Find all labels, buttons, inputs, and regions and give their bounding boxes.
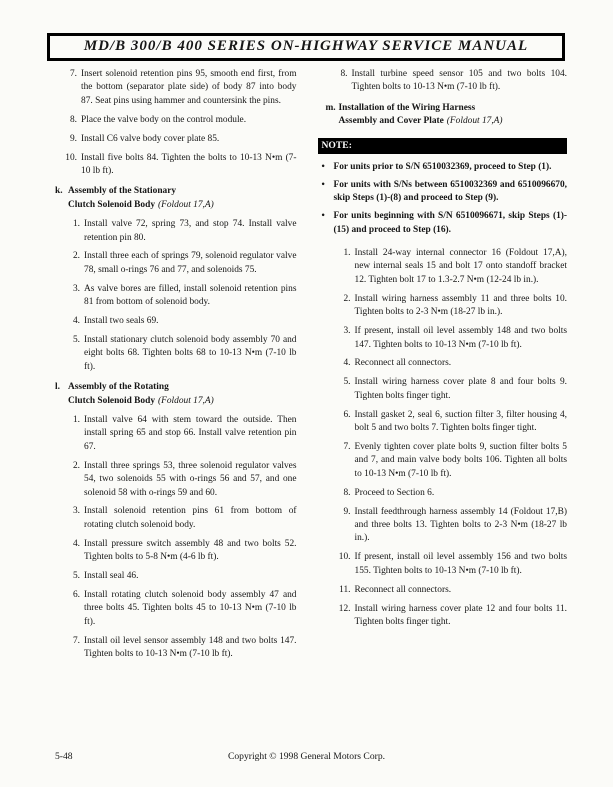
step-text: If present, install oil level assembly 156 and two bolts 155. Tighten bolts to 10-13 N•m (7-10 lb ft). xyxy=(354,552,567,576)
step-number: 10. xyxy=(65,152,77,163)
step-text: Install solenoid retention pins 61 from bottom of rotating clutch solenoid body. xyxy=(84,506,297,530)
step-text: Place the valve body on the control module. xyxy=(81,114,247,125)
step-text: Install oil level sensor assembly 148 and two bolts 147. Tighten bolts to 10-13 N•m (7-10 lb ft). xyxy=(84,635,297,660)
step-text: Install feedthrough harness assembly 14 (Foldout 17,B) and three bolts 13. Tighten bolts to 2-3 N•m (18-27 lb in.). xyxy=(354,506,567,544)
section-heading-k xyxy=(47,185,297,212)
step-text: Install seal 46. xyxy=(84,571,139,582)
left-column xyxy=(47,68,297,667)
note-bullet xyxy=(318,210,568,237)
step-item xyxy=(318,376,568,403)
step-number: 9. xyxy=(343,506,351,517)
step-item xyxy=(318,68,568,95)
step-item xyxy=(318,551,568,578)
step-text: Install turbine speed sensor 105 and two bolts 104. Tighten bolts to 10-13 N•m (7-10 lb ft). xyxy=(351,69,567,93)
step-number: 5. xyxy=(343,377,351,388)
step-number: 2. xyxy=(72,251,80,262)
section-title-line2: Clutch Solenoid Body xyxy=(68,199,156,210)
step-item xyxy=(47,505,297,532)
page-content xyxy=(47,68,567,667)
page-number: 5-48 xyxy=(55,751,73,762)
step-text: Install stationary clutch solenoid body assembly 70 and eight bolts 68. Tighten bolts 68 to 10-13 N•m (7-10 lb ft). xyxy=(84,335,297,372)
bullet-text: For units beginning with S/N 6510096671, skip Steps (1)-(15) and proceed to Step (16). xyxy=(333,211,567,235)
step-number: 7. xyxy=(72,635,80,646)
step-item xyxy=(318,409,568,436)
step-number: 3. xyxy=(343,326,351,337)
section-title xyxy=(68,381,297,408)
step-item xyxy=(318,357,568,370)
manual-title: MD/B 300/B 400 SERIES ON-HIGHWAY SERVICE MANUAL xyxy=(83,38,529,54)
step-item xyxy=(318,325,568,352)
note-bullet xyxy=(318,179,568,206)
step-number: 3. xyxy=(72,283,80,294)
step-text: As valve bores are filled, install solenoid retention pins 81 from bottom of solenoid body. xyxy=(84,283,297,308)
note-label: NOTE: xyxy=(321,139,352,151)
section-m-steps xyxy=(318,247,568,629)
step-number: 4. xyxy=(343,358,351,369)
step-item xyxy=(47,218,297,245)
step-text: If present, install oil level assembly 148 and two bolts 147. Tighten bolts to 10-13 N•m (7-10 lb ft). xyxy=(354,326,567,350)
section-letter: l. xyxy=(55,382,60,393)
step-number: 6. xyxy=(72,590,80,600)
step-number: 8. xyxy=(69,114,77,125)
step-number: 7. xyxy=(343,441,351,452)
step-text: Install pressure switch assembly 48 and two bolts 52. Tighten bolts to 5-8 N•m (4-6 lb ft). xyxy=(84,538,297,563)
step-text: Install three each of springs 79, solenoid regulator valve 78, small o-rings 76 and 77, and solenoids 75. xyxy=(84,251,297,275)
step-item xyxy=(47,68,297,108)
step-number: 2. xyxy=(72,460,80,471)
step-number: 1. xyxy=(343,248,351,259)
page-footer xyxy=(47,751,566,762)
step-number: 9. xyxy=(69,133,77,144)
step-number: 11. xyxy=(339,584,351,595)
step-item xyxy=(47,635,297,662)
step-text: Install rotating clutch solenoid body assembly 47 and three bolts 45. Tighten bolts 45 to 10-13 N•m (7-10 lb ft). xyxy=(84,590,297,627)
step-item xyxy=(318,247,568,287)
bullet-icon: • xyxy=(321,179,325,190)
step-text: Install two seals 69. xyxy=(84,316,159,327)
section-title-line1: Installation of the Wiring Harness xyxy=(338,102,476,113)
section-letter: k. xyxy=(55,186,63,197)
step-item xyxy=(47,315,297,328)
step-number: 4. xyxy=(72,316,80,327)
section-title-line1: Assembly of the Rotating xyxy=(68,382,169,393)
foldout-reference: (Foldout 17,A) xyxy=(158,395,214,406)
step-item xyxy=(318,293,568,320)
step-number: 2. xyxy=(343,293,351,304)
step-number: 1. xyxy=(72,415,80,426)
section-title xyxy=(339,102,568,129)
step-item xyxy=(47,114,297,127)
step-text: Install wiring harness cover plate 8 and four bolts 9. Tighten bolts finger tight. xyxy=(354,377,567,401)
step-text: Insert solenoid retention pins 95, smooth end first, from the bottom (separator plate side) of body 87 into body 87. Seat pins using hammer and countersink the pins. xyxy=(81,69,297,106)
section-heading-m xyxy=(318,102,568,129)
step-item xyxy=(47,250,297,277)
step-item xyxy=(47,538,297,565)
bullet-text: For units with S/Ns between 6510032369 and 6510096670, skip Steps (1)-(8) and proceed to Step (9). xyxy=(333,179,567,204)
step-text: Install three springs 53, three solenoid regulator valves 54, two solenoids 55 with o-rings 56 and 57, and one solenoid 58 with o-rings 59 and 60. xyxy=(84,460,297,498)
note-bullet xyxy=(318,161,568,174)
page-header-banner xyxy=(47,33,565,61)
step-text: Proceed to Section 6. xyxy=(354,487,435,498)
copyright-text: Copyright © 1998 General Motors Corp. xyxy=(227,751,386,762)
note-bullets xyxy=(318,161,568,237)
step-text: Install valve 64 with stem toward the outside. Then install spring 65 and stop 66. Install valve retention pin 67. xyxy=(84,415,297,452)
step-number: 4. xyxy=(72,538,80,549)
step-number: 8. xyxy=(343,487,351,498)
step-text: Install C6 valve body cover plate 85. xyxy=(81,133,220,144)
step-number: 5. xyxy=(72,571,80,582)
step-text: Reconnect all connectors. xyxy=(354,358,452,369)
bullet-text: For units prior to S/N 6510032369, proceed to Step (1). xyxy=(333,162,552,173)
right-column xyxy=(318,68,568,667)
step-text: Evenly tighten cover plate bolts 9, suction filter bolts 5 and 7, and main valve body bolts 106. Tighten all bolts to 10-13 N•m (7-10 lb ft). xyxy=(354,441,567,479)
step-item xyxy=(318,584,568,597)
step-item xyxy=(318,506,568,546)
step-number: 3. xyxy=(72,506,80,517)
step-item xyxy=(47,570,297,583)
foldout-reference: (Foldout 17,A) xyxy=(446,116,503,127)
step-item xyxy=(47,152,297,179)
section-title-line2: Assembly and Cover Plate xyxy=(338,116,444,127)
bullet-icon: • xyxy=(321,211,325,222)
step-number: 10. xyxy=(338,552,351,563)
step-text: Install 24-way internal connector 16 (Foldout 17,A), new internal seals 15 and bolt 17 onto standoff bracket 12. Tighten bolt 17 to 1.3-2.7 N•m (12-24 lb in.). xyxy=(354,248,567,285)
step-text: Reconnect all connectors. xyxy=(354,584,452,595)
section-title-line1: Assembly of the Stationary xyxy=(68,186,177,197)
step-item xyxy=(47,414,297,454)
section-heading-l xyxy=(47,381,297,408)
step-item xyxy=(47,133,297,146)
step-item xyxy=(47,334,297,374)
step-item xyxy=(47,283,297,310)
step-number: 8. xyxy=(340,69,348,79)
step-number: 12. xyxy=(338,603,351,614)
foldout-reference: (Foldout 17,A) xyxy=(158,199,214,210)
step-number: 6. xyxy=(343,409,351,420)
note-bar xyxy=(318,138,568,154)
step-text: Install valve 72, spring 73, and stop 74. Install valve retention pin 80. xyxy=(84,219,297,243)
section-title xyxy=(68,185,297,212)
step-number: 7. xyxy=(69,69,77,79)
section-letter: m. xyxy=(325,102,336,113)
bullet-icon: • xyxy=(321,162,325,173)
step-number: 5. xyxy=(72,335,80,345)
step-text: Install five bolts 84. Tighten the bolts to 10-13 N•m (7-10 lb ft). xyxy=(81,152,297,176)
step-text: Install gasket 2, seal 6, suction filter 3, filter housing 4, bolt 5 and two bolts 7. Tighten bolts finger tight. xyxy=(354,409,567,434)
section-title-line2: Clutch Solenoid Body xyxy=(68,395,156,406)
step-number: 1. xyxy=(72,219,80,230)
step-item xyxy=(47,589,297,629)
step-item xyxy=(47,460,297,500)
step-item xyxy=(318,603,568,630)
step-text: Install wiring harness cover plate 12 and four bolts 11. Tighten bolts finger tight. xyxy=(354,603,567,627)
step-item xyxy=(318,487,568,500)
step-item xyxy=(318,441,568,481)
step-text: Install wiring harness assembly 11 and three bolts 10. Tighten bolts to 2-3 N•m (18-27 lb in.). xyxy=(354,293,567,318)
